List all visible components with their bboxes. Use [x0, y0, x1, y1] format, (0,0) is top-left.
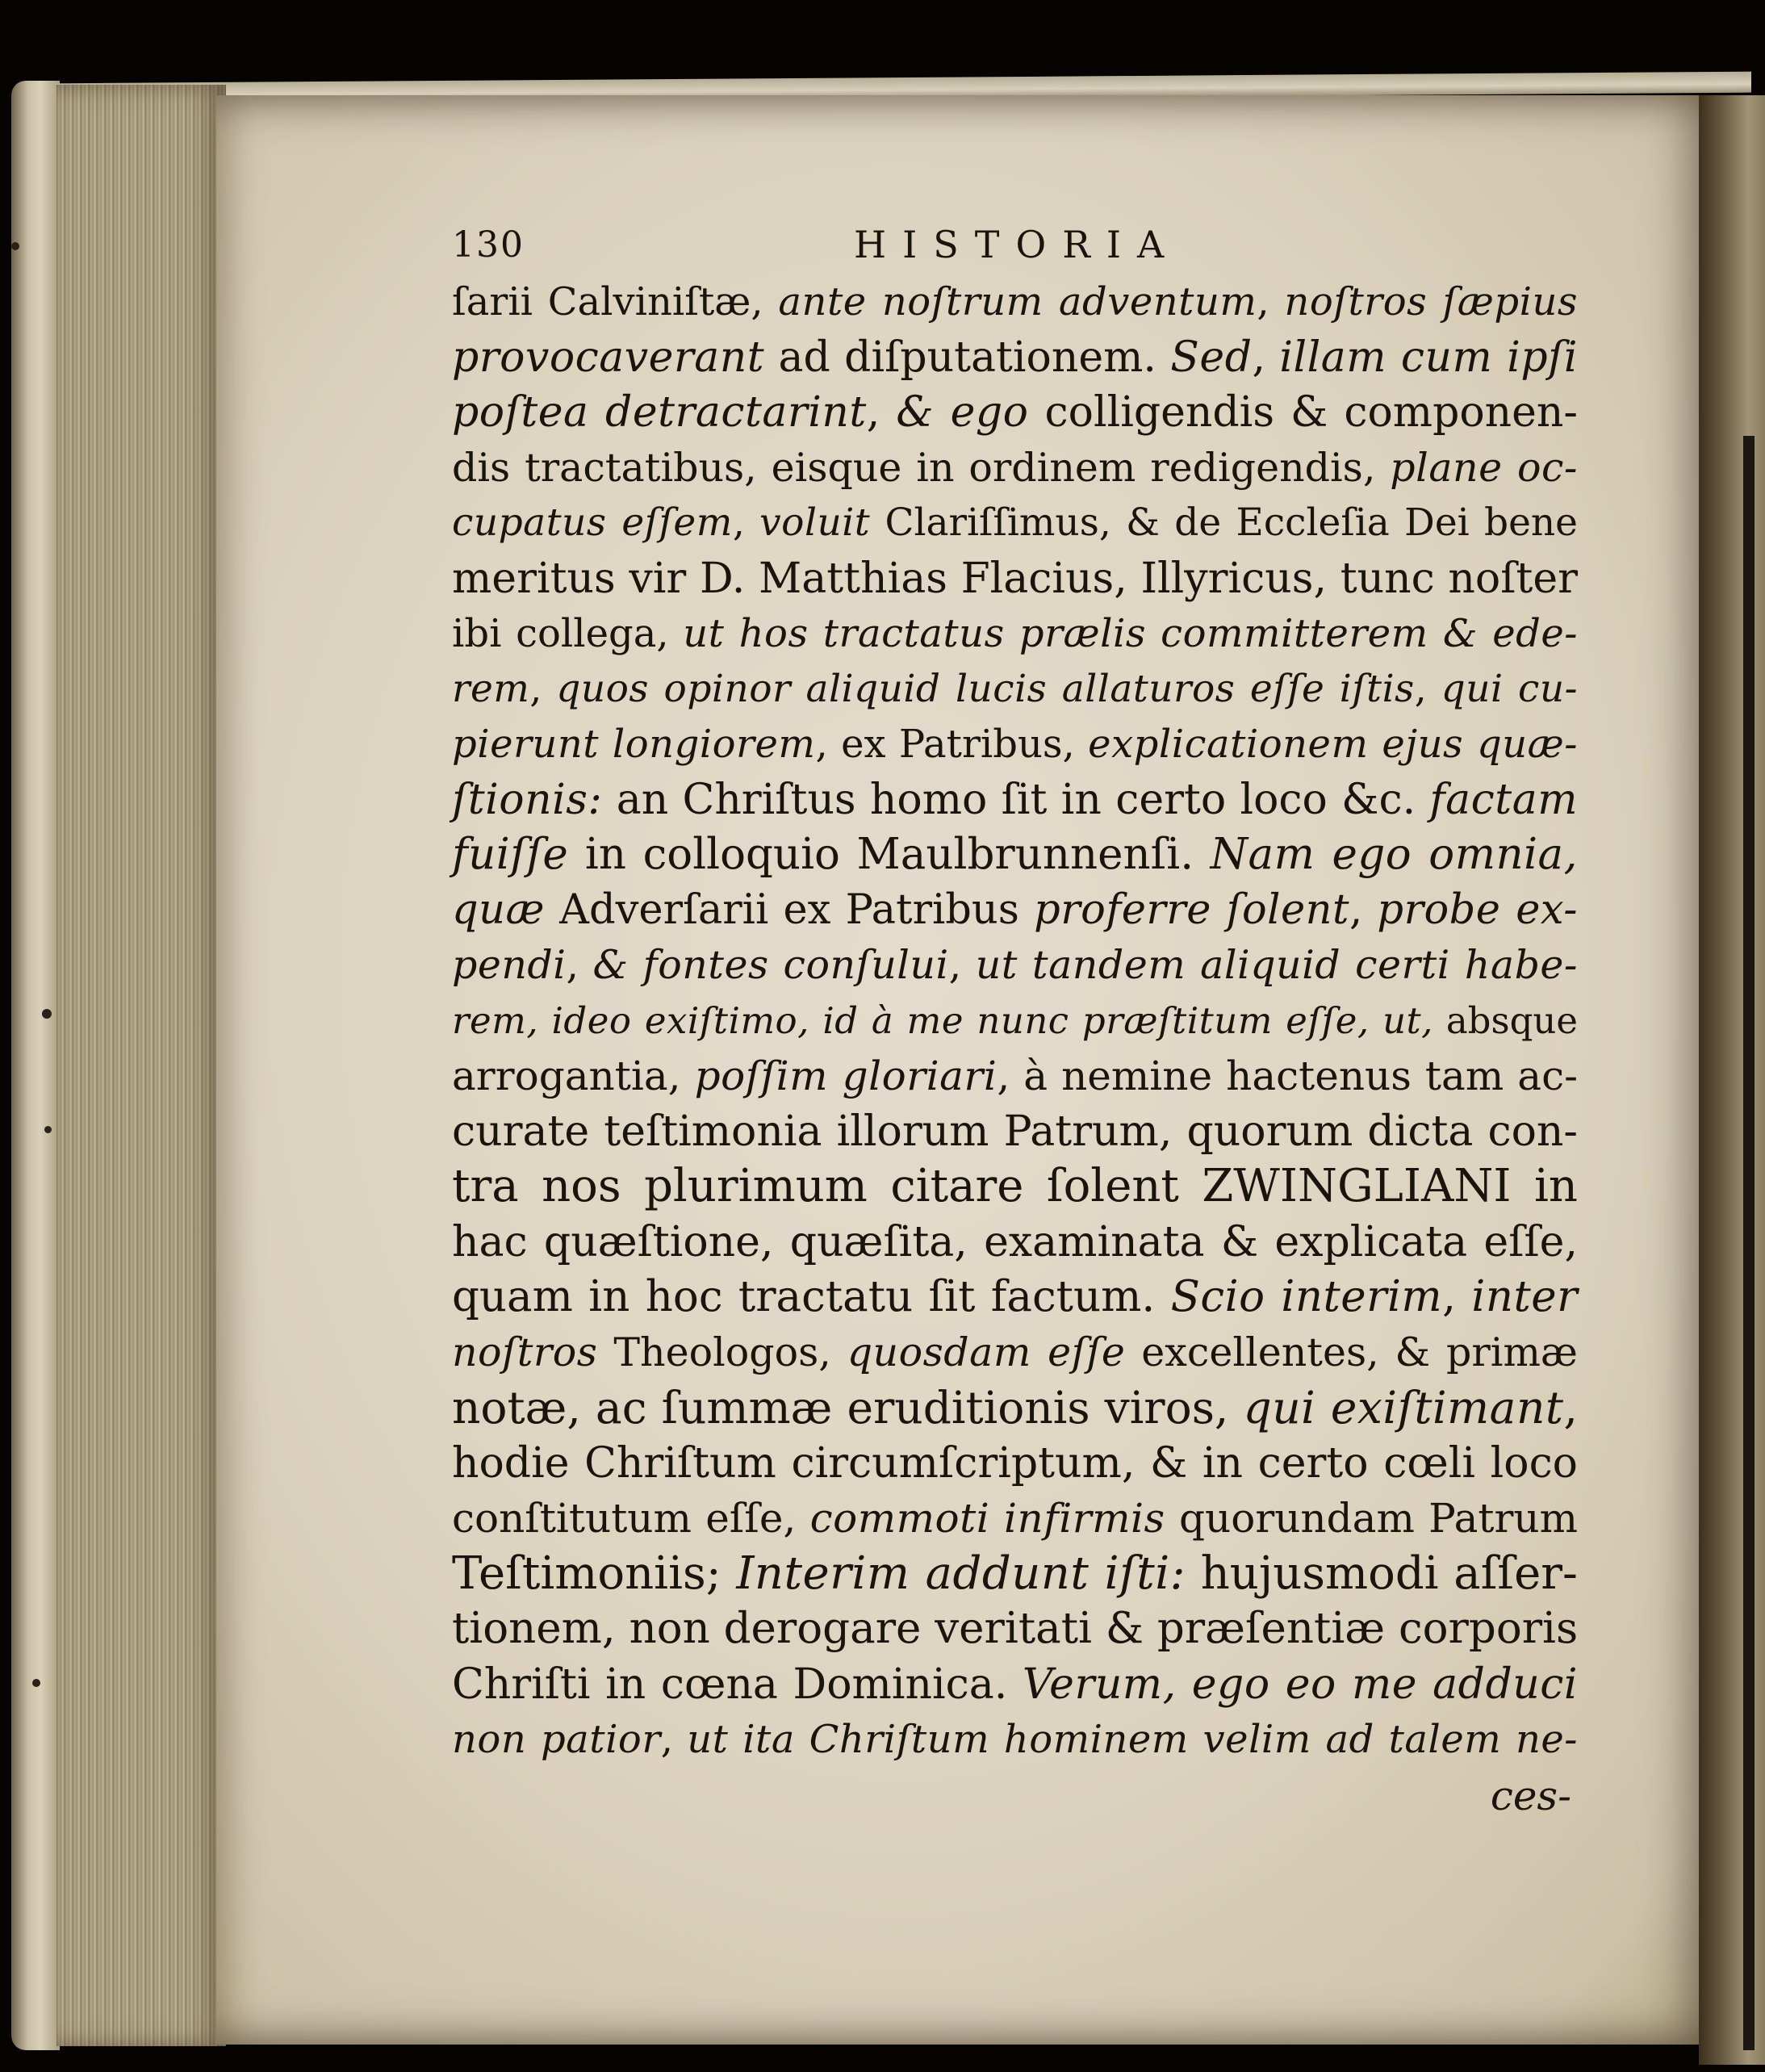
page-block-edges: [56, 85, 226, 2046]
roman-text: curate teſtimonia illorum Patrum, quorum dicta con-: [452, 1107, 1578, 1156]
text-line: [452, 1657, 1578, 1713]
text-line: [452, 606, 1578, 662]
italic-text: inter: [1471, 1272, 1579, 1321]
roman-text: , ex Patribus,: [815, 722, 1089, 767]
italic-text: Scio interim: [1170, 1272, 1443, 1321]
text-block: [452, 218, 1578, 1819]
italic-text: qui exiſtimant: [1243, 1382, 1564, 1434]
text-line: [452, 662, 1578, 718]
text-line: [452, 441, 1578, 496]
scan-edge-bar: [1743, 436, 1755, 2050]
roman-text: absque: [1432, 998, 1578, 1042]
italic-text: noſtros: [452, 1329, 598, 1375]
italic-text: provocaverant: [452, 333, 765, 382]
roman-text: conſtitutum eſſe,: [452, 1495, 810, 1542]
roman-text: Teſtimoniis;: [452, 1547, 737, 1600]
italic-text: rem, ideo exiſtimo, id à me nunc præſtitum eſſe, ut,: [452, 998, 1433, 1042]
italic-text: Interim addunt iſti:: [736, 1547, 1186, 1600]
roman-text: quorundam Patrum: [1165, 1495, 1578, 1542]
italic-text: poſtea detractarint: [452, 388, 867, 437]
running-title: HISTORIA: [854, 223, 1181, 266]
roman-text: ibi collega,: [452, 611, 684, 656]
italic-text: poſſim gloriari: [694, 1053, 998, 1099]
text-line: [452, 1325, 1578, 1381]
paper-spot: [32, 1679, 40, 1687]
italic-text: noſtros ſæpius: [1284, 279, 1579, 324]
text-line: [452, 1049, 1578, 1104]
text-line: [452, 1712, 1578, 1768]
italic-text: Sed: [1170, 333, 1253, 382]
roman-text: ,: [1252, 333, 1280, 382]
roman-text: quam in hoc tractatu ſit factum.: [452, 1272, 1171, 1321]
italic-text: ut tandem aliquid certi habe-: [975, 942, 1578, 988]
paper-spot: [11, 242, 19, 250]
text-line: [452, 938, 1578, 994]
italic-text: voluit: [759, 500, 871, 545]
italic-text: proferre ſolent: [1034, 885, 1349, 934]
roman-text: colligendis & componen-: [1028, 388, 1578, 437]
text-line: [452, 717, 1578, 772]
roman-text: ,: [1442, 1272, 1472, 1321]
text-line: [452, 1436, 1578, 1492]
roman-text: notæ, ac ſummæ eruditionis viros,: [452, 1382, 1244, 1434]
italic-text: quosdam eſſe: [847, 1329, 1126, 1375]
italic-text: illam cum ipſi: [1279, 333, 1579, 382]
catchword: ces-: [1490, 1772, 1571, 1819]
roman-text: ,: [1257, 279, 1285, 324]
roman-text: Theologos,: [597, 1329, 847, 1375]
italic-text: ut ita Chriſtum hominem velim ad talem ne-: [687, 1717, 1579, 1762]
text-line: [452, 385, 1578, 441]
italic-text: Verum, ego eo me adduci: [1022, 1660, 1578, 1709]
roman-text: meritus vir D. Matthias Flacius, Illyricus, tunc noſter: [452, 554, 1578, 603]
page-number: 130: [452, 224, 525, 266]
roman-text: hujusmodi aſſer-: [1186, 1547, 1578, 1600]
vellum-cover-edge: [11, 81, 60, 2050]
italic-text: rem: [452, 666, 530, 711]
italic-text: & ego: [896, 388, 1029, 437]
text-line: [452, 1380, 1578, 1436]
body-text: [452, 274, 1578, 1768]
roman-text: , à nemine hactenus tam ac-: [997, 1053, 1578, 1099]
italic-text: explicationem ejus quæ-: [1088, 722, 1579, 767]
roman-text: Clariſſimus, & de Eccleſia Dei bene: [870, 500, 1578, 545]
roman-text: ad diſputationem.: [764, 333, 1171, 382]
text-line: [452, 330, 1578, 386]
italic-text: cupatus eſſem: [452, 500, 733, 545]
text-line: [452, 827, 1578, 883]
italic-text: quæ: [452, 885, 545, 934]
text-line: [452, 883, 1578, 939]
roman-text: ſarii Calviniſtæ,: [452, 279, 779, 324]
paper-spot: [44, 1126, 52, 1133]
roman-text: ,: [948, 942, 976, 988]
italic-text: factam: [1429, 775, 1578, 824]
roman-text: tionem, non derogare veritati & præſentiæ corporis: [452, 1604, 1579, 1653]
roman-text: hac quæſtione, quæſita, examinata & explicata eſſe,: [452, 1217, 1578, 1266]
italic-text: plane oc-: [1390, 444, 1578, 491]
roman-text: in colloquio Maulbrunnenſi.: [568, 830, 1211, 879]
roman-text: tra nos plurimum citare ſolent ZWINGLIANI in: [452, 1160, 1578, 1212]
roman-text: Adverſarii ex Patribus: [544, 885, 1035, 934]
text-line: [452, 1215, 1578, 1270]
text-line: [452, 1159, 1578, 1215]
roman-text: ,: [1414, 666, 1441, 711]
roman-text: arrogantia,: [452, 1053, 695, 1099]
italic-text: pierunt longiorem: [452, 722, 816, 767]
roman-text: excellentes, & primæ: [1125, 1329, 1578, 1375]
text-line: [452, 772, 1578, 828]
italic-text: pendi: [452, 942, 567, 988]
roman-text: ,: [866, 388, 897, 437]
text-line: [452, 1270, 1578, 1325]
roman-text: Chriſti in cœna Dominica.: [452, 1660, 1023, 1709]
text-line: [452, 274, 1578, 330]
italic-text: probe ex-: [1377, 885, 1578, 934]
roman-text: ,: [566, 942, 593, 988]
text-line: [452, 496, 1578, 551]
roman-text: hodie Chriſtum circumſcriptum, & in certo cœli loco: [452, 1438, 1578, 1488]
italic-text: non patior: [452, 1717, 661, 1762]
roman-text: ,: [529, 666, 557, 711]
italic-text: qui cu-: [1441, 666, 1578, 711]
italic-text: ante noſtrum adventum: [778, 279, 1257, 324]
italic-text: quos opinor aliquid lucis allaturos eſſe iſtis: [556, 666, 1415, 711]
text-line: [452, 994, 1578, 1049]
roman-text: an Chriſtus homo ſit in certo loco &c.: [602, 775, 1430, 824]
running-head: [452, 218, 1578, 274]
text-line: [452, 1601, 1578, 1657]
text-line: [452, 1547, 1578, 1602]
roman-text: ,: [1349, 885, 1378, 934]
roman-text: ,: [1563, 1382, 1578, 1434]
page-gutter: [1699, 95, 1765, 2065]
paper-spot: [42, 1009, 52, 1019]
italic-text: & fontes conſului: [592, 942, 949, 988]
text-line: [452, 551, 1578, 607]
italic-text: ut hos tractatus prælis committerem & ede-: [683, 611, 1579, 656]
text-line: [452, 1491, 1578, 1547]
roman-text: ,: [732, 500, 760, 545]
italic-text: fuiſſe: [452, 830, 569, 879]
italic-text: ſtionis:: [452, 775, 603, 824]
text-line: [452, 1104, 1578, 1160]
italic-text: commoti infirmis: [809, 1495, 1165, 1542]
roman-text: dis tractatibus, eisque in ordinem redigendis,: [452, 444, 1391, 491]
roman-text: ,: [660, 1717, 688, 1762]
italic-text: Nam ego omnia,: [1210, 830, 1579, 879]
